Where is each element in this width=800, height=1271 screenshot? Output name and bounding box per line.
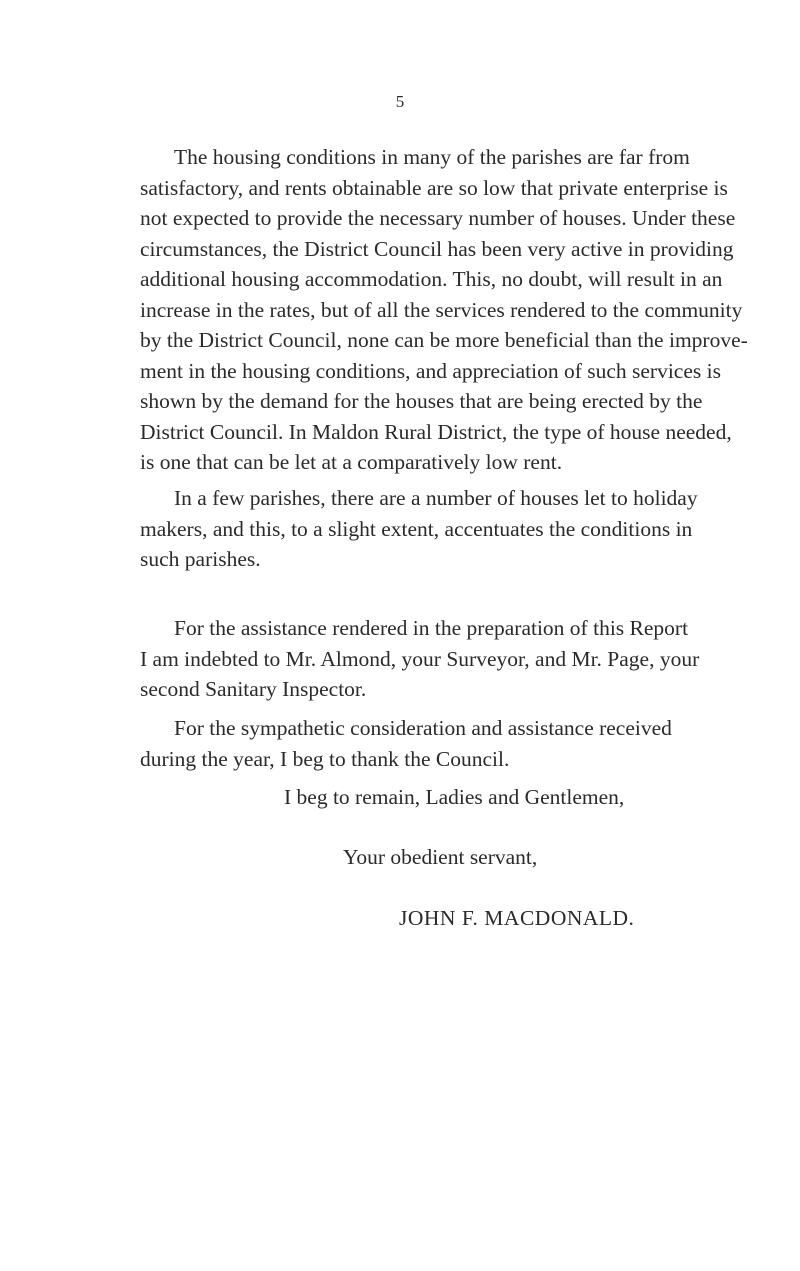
paragraph-acknowledgement — [140, 613, 700, 705]
paragraph-line: makers, and this, to a slight extent, accentuates the conditions in — [140, 516, 693, 541]
paragraph-line: by the District Council, none can be more beneficial than the improve- — [140, 328, 748, 352]
paragraph-line: such parishes. — [140, 547, 261, 571]
paragraph-line: I am indebted to Mr. Almond, your Surveyor, and Mr. Page, your — [140, 646, 700, 671]
page-number: 5 — [395, 92, 405, 111]
paragraph-holiday-houses — [140, 483, 698, 575]
closing-remain-text: I beg to remain, Ladies and Gentlemen, — [284, 785, 625, 809]
paragraph-line: not expected to provide the necessary number of houses. Under these — [140, 206, 736, 230]
paragraph-line: For the assistance rendered in the preparation of this Report — [174, 616, 689, 640]
paragraph-line: satisfactory, and rents obtainable are so low that private enterprise is — [140, 175, 728, 200]
paragraph-line: The housing conditions in many of the parishes are far from — [174, 145, 690, 169]
paragraph-line: shown by the demand for the houses that are being erected by the — [140, 389, 703, 413]
paragraph-line: In a few parishes, there are a number of houses let to holiday — [174, 486, 698, 510]
paragraph-thanks — [140, 713, 672, 774]
paragraph-line: For the sympathetic consideration and assistance received — [174, 716, 672, 740]
paragraph-line: additional housing accommodation. This, no doubt, will result in an — [140, 267, 723, 291]
closing-servant-text: Your obedient servant, — [343, 845, 538, 869]
paragraph-housing-conditions — [140, 142, 748, 478]
paragraph-line: is one that can be let at a comparatively low rent. — [140, 450, 563, 474]
paragraph-line: during the year, I beg to thank the Council. — [140, 746, 510, 771]
signature-text: JOHN F. MACDONALD. — [399, 906, 635, 930]
paragraph-line: circumstances, the District Council has been very active in providing — [140, 236, 734, 261]
paragraph-line: ment in the housing conditions, and appreciation of such services is — [140, 358, 721, 383]
paragraph-line: increase in the rates, but of all the services rendered to the community — [140, 297, 743, 322]
paragraph-line: District Council. In Maldon Rural District, the type of house needed, — [140, 419, 732, 444]
paragraph-line: second Sanitary Inspector. — [140, 677, 367, 701]
